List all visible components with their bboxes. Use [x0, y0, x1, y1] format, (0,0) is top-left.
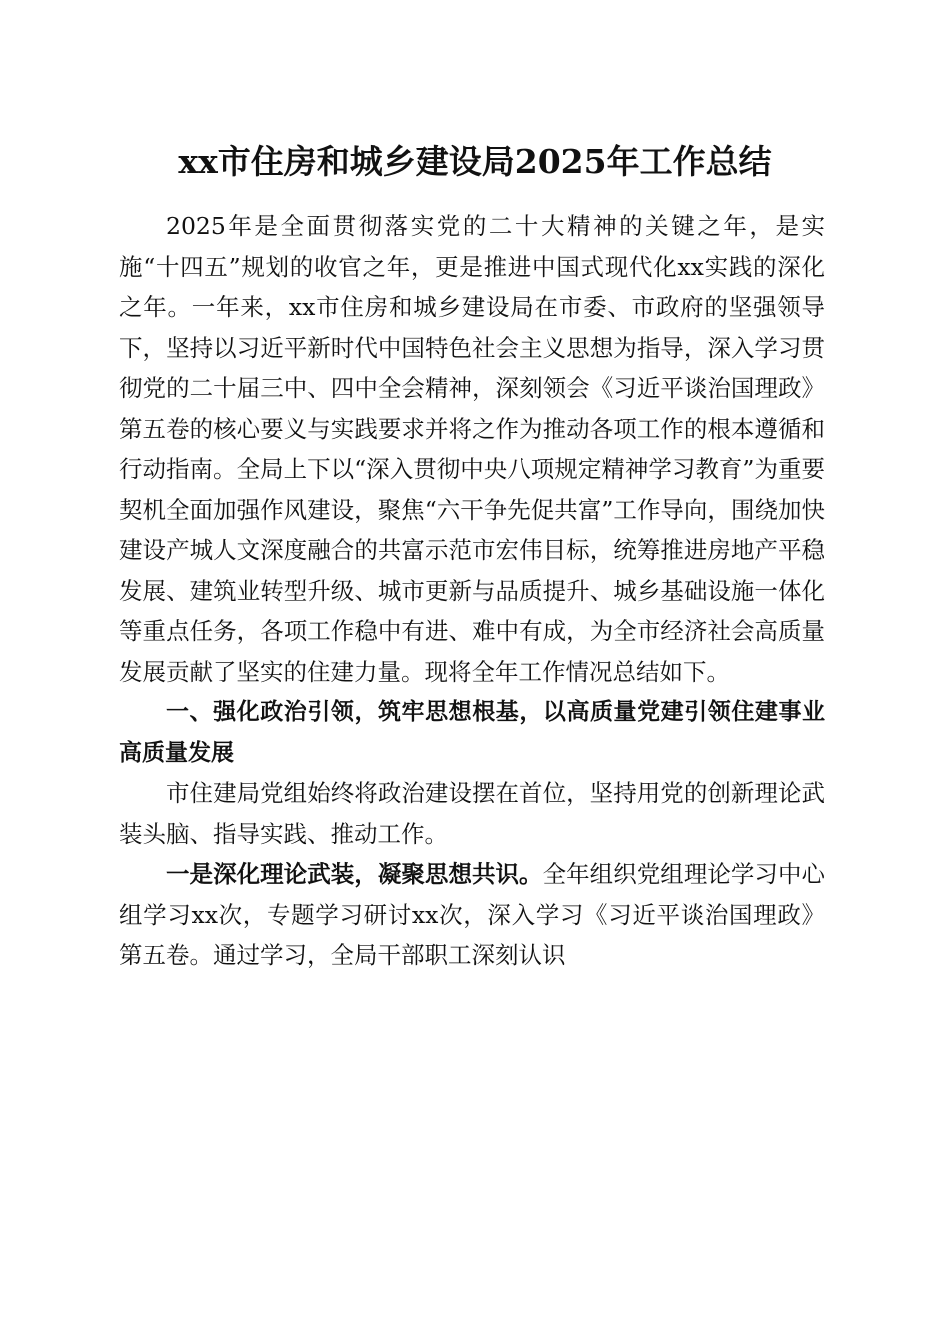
point-1-text: 全年组织党组理论学习中心组学习xx次，专题学习研讨xx次，深入学习《习近平谈治国理政》第五卷。通过学习，全局干部职工深刻认识 — [119, 860, 826, 969]
section-1-summary: 市住建局党组始终将政治建设摆在首位，坚持用党的创新理论武装头脑、指导实践、推动工作。 — [119, 779, 825, 848]
section-1-heading: 一、强化政治引领，筑牢思想根基，以高质量党建引领住建事业高质量发展 — [119, 699, 825, 766]
point-1-lead: 一是深化理论武装，凝聚思想共识。 — [166, 860, 543, 888]
document-title: xx市住房和城乡建设局2025年工作总结 — [178, 142, 772, 181]
intro-paragraph: 2025年是全面贯彻落实党的二十大精神的关键之年，是实施“十四五”规划的收官之年，更是推进中国式现代化xx实践的深化之年。一年来，xx市住房和城乡建设局在市委、市政府的坚强领导下，坚持以习近平新时代中国特色社会主义思想为指导，深入学习贯彻党的二十届三中、四中全会精神，深刻领会《习近平谈治国理政》第五卷的核心要义与实践要求并将之作为推动各项工作的根本遵循和行动指南。全局上下以“深入贯彻中央八项规定精神学习教育”为重要契机全面加强作风建设，聚焦“六干争先促共富”工作导向，围绕加快建设产城人文深度融合的共富示范市宏伟目标，统筹推进房地产平稳发展、建筑业转型升级、城市更新与品质提升、城乡基础设施一体化等重点任务，各项工作稳中有进、难中有成，为全市经济社会高质量发展贡献了坚实的住建力量。现将全年工作情况总结如下。 — [119, 212, 825, 686]
document-body — [119, 206, 825, 976]
section-1-point-1 — [119, 854, 825, 976]
